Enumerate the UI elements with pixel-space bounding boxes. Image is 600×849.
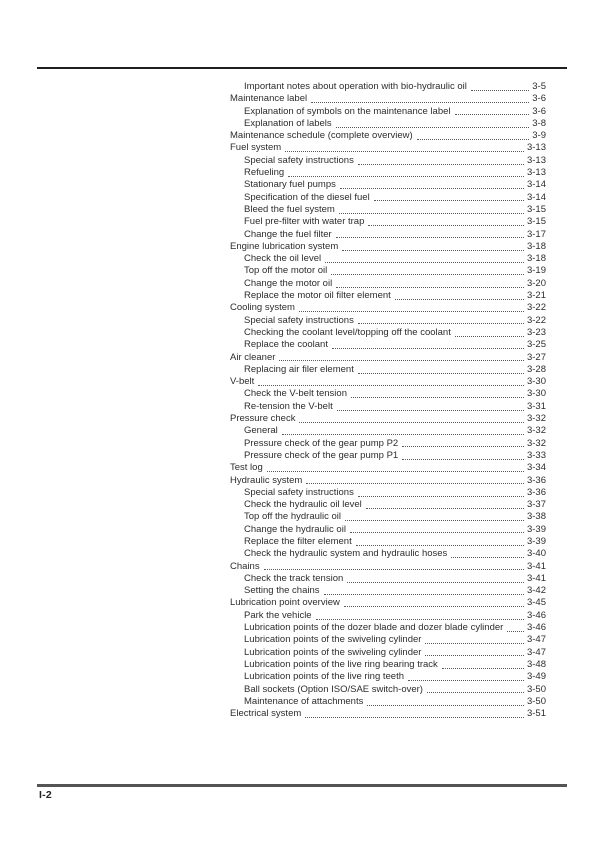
dot-leader — [374, 200, 524, 201]
toc-entry — [230, 524, 546, 536]
toc-entry-label: Lubrication points of the dozer blade and dozer blade cylinder — [244, 622, 504, 634]
dot-leader — [336, 287, 524, 288]
dot-leader — [279, 360, 524, 361]
toc-entry-page: 3-50 — [526, 683, 546, 695]
toc-entry-page: 3-46 — [526, 622, 546, 634]
dot-leader — [417, 139, 530, 140]
dot-leader — [342, 250, 524, 251]
dot-leader — [305, 717, 524, 718]
toc-entry-label: Lubrication points of the swiveling cylinder — [244, 634, 422, 646]
toc-entry-page: 3-17 — [526, 228, 546, 240]
toc-entry-label: Change the motor oil — [244, 277, 333, 289]
toc-entry — [230, 278, 546, 290]
toc-entry-label: Top off the motor oil — [244, 265, 328, 277]
toc-entry-label: Test log — [230, 462, 263, 474]
toc-entry — [230, 93, 546, 105]
toc-entry-page: 3-32 — [526, 425, 546, 437]
toc-entry-label: Bleed the fuel system — [244, 203, 335, 215]
toc-entry-label: Special safety instructions — [244, 154, 354, 166]
toc-entry — [230, 425, 546, 437]
dot-leader — [347, 582, 524, 583]
dot-leader — [367, 705, 524, 706]
toc-entry-label: Special safety instructions — [244, 314, 354, 326]
toc-entry-page: 3-9 — [532, 130, 546, 142]
toc-entry — [230, 253, 546, 265]
toc-entry-label: Refueling — [244, 167, 285, 179]
toc-entry-page: 3-8 — [532, 117, 546, 129]
toc-entry-label: Check the track tension — [244, 572, 344, 584]
toc-entry — [230, 413, 546, 425]
toc-entry-label: Fuel pre-filter with water trap — [244, 216, 365, 228]
toc-entry — [230, 684, 546, 696]
toc-entry-page: 3-37 — [526, 499, 546, 511]
toc-entry — [230, 229, 546, 241]
toc-entry-page: 3-18 — [526, 240, 546, 252]
header-rule — [37, 67, 567, 69]
toc-entry — [230, 438, 546, 450]
toc-entry — [230, 573, 546, 585]
dot-leader — [358, 164, 524, 165]
toc-entry-label: Maintenance schedule (complete overview) — [230, 130, 413, 142]
toc-entry-label: Replace the filter element — [244, 535, 352, 547]
dot-leader — [358, 373, 524, 374]
toc-entry — [230, 376, 546, 388]
toc-entry-label: V-belt — [230, 376, 255, 388]
toc-entry — [230, 548, 546, 560]
dot-leader — [358, 496, 524, 497]
toc-entry-page: 3-18 — [526, 253, 546, 265]
toc-entry-label: Check the hydraulic oil level — [244, 499, 362, 511]
toc-entry-page: 3-30 — [526, 376, 546, 388]
toc-entry-label: Special safety instructions — [244, 486, 354, 498]
dot-leader — [316, 619, 524, 620]
dot-leader — [350, 532, 524, 533]
toc-entry — [230, 487, 546, 499]
dot-leader — [358, 323, 524, 324]
toc-entry-page: 3-15 — [526, 216, 546, 228]
toc-entry-label: Check the hydraulic system and hydraulic hoses — [244, 548, 448, 560]
toc-entry — [230, 290, 546, 302]
toc-entry — [230, 142, 546, 154]
dot-leader — [306, 483, 524, 484]
toc-entry — [230, 585, 546, 597]
toc-entry-page: 3-51 — [526, 708, 546, 720]
dot-leader — [402, 446, 524, 447]
toc-entry-label: Ball sockets (Option ISO/SAE switch-over) — [244, 683, 423, 695]
toc-entry — [230, 671, 546, 683]
toc-entry-label: Checking the coolant level/topping off the coolant — [244, 326, 451, 338]
toc-entry — [230, 659, 546, 671]
dot-leader — [427, 692, 524, 693]
toc-entry-page: 3-33 — [526, 449, 546, 461]
dot-leader — [325, 262, 524, 263]
toc-entry-page: 3-50 — [526, 695, 546, 707]
toc-entry-label: Check the oil level — [244, 253, 322, 265]
toc-entry-label: Important notes about operation with bio-hydraulic oil — [244, 81, 467, 92]
toc-entry-label: Lubrication points of the swiveling cylinder — [244, 646, 422, 658]
toc-entry-label: Engine lubrication system — [230, 240, 339, 252]
dot-leader — [264, 569, 524, 570]
dot-leader — [451, 557, 524, 558]
toc-entry-label: Explanation of symbols on the maintenance label — [244, 105, 451, 117]
toc-entry-label: Pressure check of the gear pump P1 — [244, 449, 399, 461]
toc-entry-page: 3-20 — [526, 277, 546, 289]
dot-leader — [258, 385, 524, 386]
toc-entry-page: 3-47 — [526, 634, 546, 646]
toc-entry-label: Air cleaner — [230, 351, 276, 363]
toc-entry — [230, 536, 546, 548]
toc-entry-page: 3-32 — [526, 437, 546, 449]
dot-leader — [336, 127, 530, 128]
toc-entry-page: 3-22 — [526, 302, 546, 314]
toc-entry — [230, 708, 546, 720]
dot-leader — [331, 274, 524, 275]
toc-entry — [230, 327, 546, 339]
dot-leader — [356, 545, 524, 546]
toc-entry-page: 3-38 — [526, 511, 546, 523]
toc-entry — [230, 511, 546, 523]
toc-entry-label: Maintenance of attachments — [244, 695, 364, 707]
dot-leader — [455, 114, 530, 115]
toc-entry-page: 3-49 — [526, 671, 546, 683]
toc-entry-label: Replace the coolant — [244, 339, 328, 351]
dot-leader — [402, 459, 524, 460]
toc-entry — [230, 610, 546, 622]
dot-leader — [395, 299, 524, 300]
toc-entry-page: 3-42 — [526, 585, 546, 597]
toc-entry-label: Pressure check of the gear pump P2 — [244, 437, 399, 449]
toc-entry-page: 3-21 — [526, 290, 546, 302]
dot-leader — [299, 422, 524, 423]
toc-entry-label: Cooling system — [230, 302, 295, 314]
dot-leader — [288, 176, 524, 177]
toc-entry — [230, 401, 546, 413]
toc-entry-page: 3-15 — [526, 203, 546, 215]
toc-entry-label: Lubrication points of the live ring bearing track — [244, 658, 438, 670]
toc-entry-page: 3-6 — [532, 105, 546, 117]
toc-entry — [230, 302, 546, 314]
toc-entry — [230, 696, 546, 708]
toc-entry — [230, 216, 546, 228]
toc-entry-page: 3-22 — [526, 314, 546, 326]
dot-leader — [368, 225, 524, 226]
toc-entry-page: 3-13 — [526, 154, 546, 166]
dot-leader — [324, 594, 524, 595]
dot-leader — [282, 434, 524, 435]
toc-entry — [230, 81, 546, 93]
dot-leader — [339, 213, 524, 214]
dot-leader — [340, 188, 524, 189]
dot-leader — [336, 237, 524, 238]
toc-entry-label: Lubrication point overview — [230, 597, 340, 609]
toc-entry — [230, 192, 546, 204]
dot-leader — [311, 102, 529, 103]
toc-entry — [230, 475, 546, 487]
dot-leader — [507, 631, 524, 632]
toc-entry — [230, 561, 546, 573]
toc-entry — [230, 204, 546, 216]
toc-entry — [230, 388, 546, 400]
toc-entry-page: 3-30 — [526, 388, 546, 400]
toc-entry-label: Replacing air filer element — [244, 363, 354, 375]
toc-entry — [230, 265, 546, 277]
toc-entry-label: Top off the hydraulic oil — [244, 511, 341, 523]
toc-entry — [230, 450, 546, 462]
toc-entry — [230, 634, 546, 646]
dot-leader — [337, 410, 524, 411]
toc-entry — [230, 622, 546, 634]
toc-entry-page: 3-39 — [526, 535, 546, 547]
toc-entry-label: Replace the motor oil filter element — [244, 290, 391, 302]
toc-entry — [230, 130, 546, 142]
toc-entry-page: 3-13 — [526, 142, 546, 154]
toc-entry — [230, 315, 546, 327]
toc-entry-page: 3-45 — [526, 597, 546, 609]
dot-leader — [351, 397, 524, 398]
toc-entry-label: Check the V-belt tension — [244, 388, 347, 400]
dot-leader — [442, 668, 524, 669]
toc-entry-label: Chains — [230, 560, 260, 572]
toc-entry-page: 3-40 — [526, 548, 546, 560]
toc-entry-label: Electrical system — [230, 708, 302, 720]
toc-entry — [230, 155, 546, 167]
toc-entry — [230, 339, 546, 351]
toc-entry-page: 3-46 — [526, 609, 546, 621]
toc-entry-label: Maintenance label — [230, 93, 308, 105]
toc-entry — [230, 352, 546, 364]
toc-entry-page: 3-19 — [526, 265, 546, 277]
toc-entry-label: Specification of the diesel fuel — [244, 191, 370, 203]
toc-entry — [230, 106, 546, 118]
toc-entry-page: 3-34 — [526, 462, 546, 474]
toc-entry-page: 3-36 — [526, 486, 546, 498]
toc-entry-page: 3-13 — [526, 167, 546, 179]
toc-entry-page: 3-5 — [532, 81, 546, 92]
dot-leader — [408, 680, 524, 681]
dot-leader — [455, 336, 524, 337]
toc-entry-page: 3-41 — [526, 572, 546, 584]
toc-entry-label: Pressure check — [230, 413, 296, 425]
toc-entry-page: 3-28 — [526, 363, 546, 375]
dot-leader — [366, 508, 524, 509]
dot-leader — [344, 606, 524, 607]
toc-entry-page: 3-14 — [526, 179, 546, 191]
dot-leader — [425, 655, 524, 656]
toc-entry-page: 3-41 — [526, 560, 546, 572]
toc-entry-page: 3-32 — [526, 413, 546, 425]
toc-entry-label: Setting the chains — [244, 585, 320, 597]
toc-entry — [230, 597, 546, 609]
toc-list — [230, 81, 546, 720]
toc-entry-page: 3-47 — [526, 646, 546, 658]
toc-entry-page: 3-6 — [532, 93, 546, 105]
toc-entry — [230, 179, 546, 191]
toc-entry-label: General — [244, 425, 278, 437]
toc-entry-page: 3-14 — [526, 191, 546, 203]
toc-entry-page: 3-39 — [526, 523, 546, 535]
toc-entry-label: Lubrication points of the live ring teeth — [244, 671, 405, 683]
toc-entry-label: Stationary fuel pumps — [244, 179, 336, 191]
toc-entry-page: 3-36 — [526, 474, 546, 486]
toc-entry — [230, 118, 546, 130]
dot-leader — [267, 471, 524, 472]
toc-entry-label: Change the hydraulic oil — [244, 523, 346, 535]
dot-leader — [285, 151, 524, 152]
toc-entry-label: Explanation of labels — [244, 117, 332, 129]
dot-leader — [299, 311, 524, 312]
toc-entry — [230, 241, 546, 253]
toc-entry — [230, 647, 546, 659]
toc-entry-label: Fuel system — [230, 142, 282, 154]
toc-entry-label: Change the fuel filter — [244, 228, 332, 240]
toc-entry-page: 3-31 — [526, 400, 546, 412]
toc-entry-label: Park the vehicle — [244, 609, 312, 621]
toc-entry-page: 3-25 — [526, 339, 546, 351]
toc-entry-label: Hydraulic system — [230, 474, 303, 486]
toc-entry — [230, 462, 546, 474]
toc-entry — [230, 364, 546, 376]
dot-leader — [345, 520, 524, 521]
footer-rule — [37, 784, 567, 787]
toc-entry-page: 3-23 — [526, 326, 546, 338]
toc-entry-page: 3-27 — [526, 351, 546, 363]
toc-entry — [230, 167, 546, 179]
page-number-label: I-2 — [39, 789, 52, 801]
dot-leader — [425, 643, 524, 644]
toc-entry-page: 3-48 — [526, 658, 546, 670]
dot-leader — [471, 90, 529, 91]
toc-entry — [230, 499, 546, 511]
toc-entry-label: Re-tension the V-belt — [244, 400, 333, 412]
dot-leader — [332, 348, 524, 349]
